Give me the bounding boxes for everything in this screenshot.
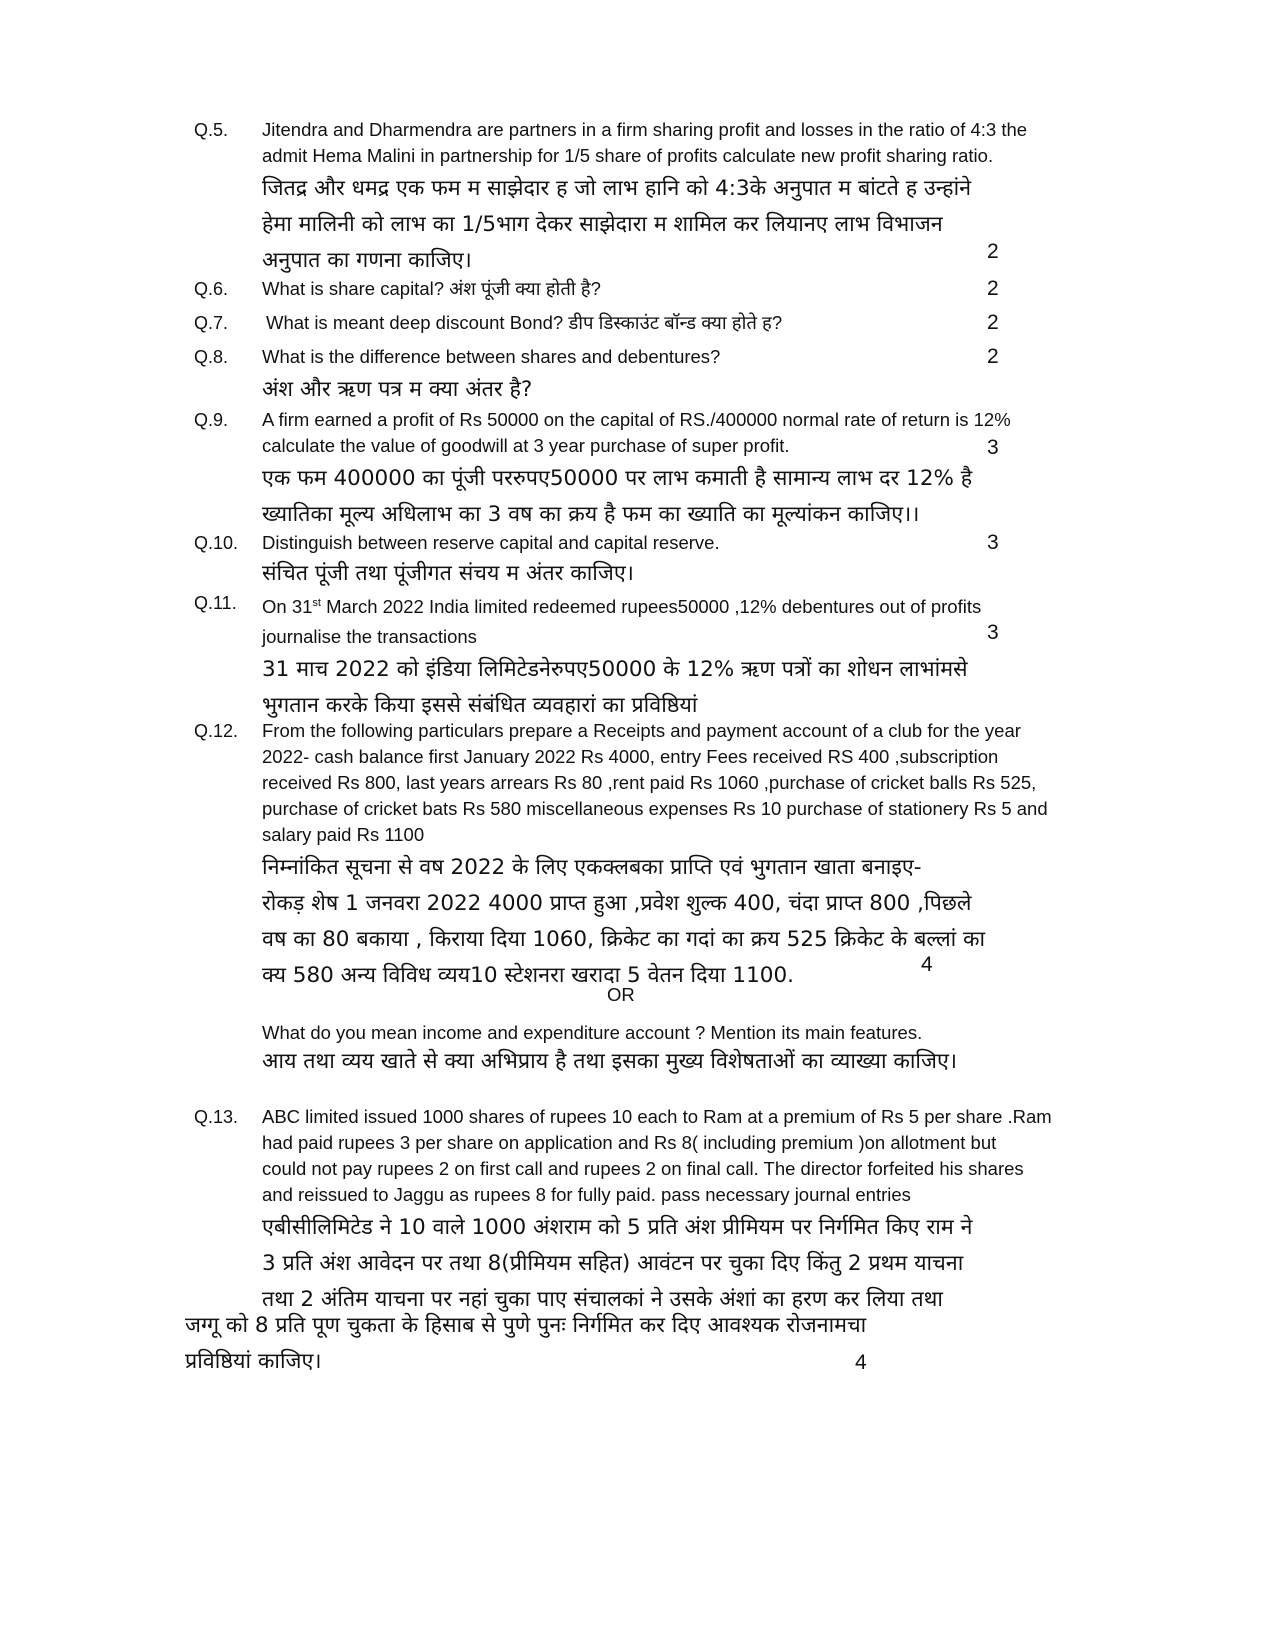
question-number: Q.11. (194, 593, 237, 613)
hindi-text: भुगतान करके किया इससे संबंधित व्यवहारां का प्रविष्ठियां (262, 693, 698, 719)
question-number: Q.9. (194, 410, 229, 430)
english-text: could not pay rupees 2 on first call and rupees 2 on final call. The director forfeited his shares (262, 1158, 1024, 1179)
hindi-text: एबीसीलिमिटेड ने 10 वाले 1000 अंशराम को 5 प्रति अंश प्रीमियम पर निर्गमित किए राम ने (262, 1215, 973, 1240)
hindi-text: 31 माच 2022 को इंडिया लिमिटेडनेरुपए50000 के 12% ऋण पत्रों का शोधन लाभांमसे (262, 657, 968, 683)
hindi-text: रोकड़ शेष 1 जनवरा 2022 4000 प्राप्त हुआ ,प्रवेश शुल्क 400, चंदा प्राप्त 800 ,पिछले (262, 891, 972, 916)
question-number: Q.8. (194, 347, 229, 367)
question-body (262, 1104, 1122, 1318)
question-number: Q.12. (194, 721, 239, 741)
hindi-text: अंश और ऋण पत्र म क्या अंतर है? (262, 377, 533, 402)
english-text: admit Hema Malini in partnership for 1/5 share of profits calculate new profit sharing ratio. (262, 145, 994, 166)
english-text: 2022- cash balance first January 2022 Rs 4000, entry Fees received RS 400 ,subscription (262, 746, 999, 767)
hindi-text: एक फम 400000 का पूंजी पररुपए50000 पर लाभ कमाती है सामान्य लाभ दर 12% है (262, 466, 973, 491)
hindi-text: 3 प्रति अंश आवेदन पर तथा 8(प्रीमियम सहित) आवंटन पर चुका दिए किंतु 2 प्रथम याचना (262, 1251, 964, 1276)
hindi-text: वष का 80 बकाया , किराया दिया 1060, क्रिकेट का गदां का क्रय 525 क्रिकेट के बल्लां का (262, 927, 986, 952)
english-text: had paid rupees 3 per share on application and Rs 8( including premium )on allotment but (262, 1132, 997, 1153)
question-body (262, 530, 1092, 592)
english-text: purchase of cricket bats Rs 580 miscellaneous expenses Rs 10 purchase of stationery Rs 5 and (262, 798, 1048, 819)
marks: 2 (987, 311, 999, 334)
marks: 2 (987, 240, 999, 263)
english-text: calculate the value of goodwill at 3 year purchase of super profit. (262, 435, 790, 456)
hindi-text-continuation: जग्गू को 8 प्रति पूण चुकता के हिसाब से पुणे पुनः निर्गमित कर दिए आवश्यक रोजनामचा (185, 1313, 867, 1338)
question-number: Q.7. (194, 313, 229, 333)
english-text (262, 590, 1092, 620)
alternative-question-english: What do you mean income and expenditure account ? Mention its main features. (262, 1022, 923, 1043)
english-text-part: On 31 (262, 596, 313, 618)
english-text: A firm earned a profit of Rs 50000 on the capital of RS./400000 normal rate of return is 12% (262, 409, 1011, 430)
english-text: received Rs 800, last years arrears Rs 80 ,rent paid Rs 1060 ,purchase of cricket balls Rs 525, (262, 772, 1037, 793)
question-body (262, 590, 1092, 724)
question-body (262, 344, 1092, 408)
bilingual-text: What is share capital? अंश पूंजी क्या होती है? (262, 278, 601, 299)
hindi-text: ख्यातिका मूल्य अधिलाभ का 3 वष का क्रय है फम का ख्याति का मूल्यांकन काजिए।। (262, 502, 920, 527)
question-body (262, 407, 1092, 533)
english-text-part: March 2022 India limited redeemed rupees50000 ,12% debentures out of profits (320, 596, 982, 618)
english-text: Jitendra and Dharmendra are partners in a firm sharing profit and losses in the ratio of 4:3 the (262, 119, 1028, 140)
marks: 3 (987, 436, 999, 459)
superscript: st (312, 597, 321, 609)
question-body (266, 310, 1096, 336)
marks: 4 (921, 953, 933, 976)
hindi-text-continuation: प्रविष्ठियां काजिए। (185, 1349, 322, 1374)
hindi-text: अनुपात का गणना काजिए। (262, 248, 472, 273)
question-number: Q.5. (194, 120, 229, 140)
marks: 3 (987, 531, 999, 554)
question-number: Q.13. (194, 1107, 239, 1127)
bilingual-text: What is meant deep discount Bond? डीप डिस्काउंट बॉन्ड क्या होते ह? (266, 312, 783, 333)
or-separator: OR (607, 984, 635, 1005)
english-text: ABC limited issued 1000 shares of rupees 10 each to Ram at a premium of Rs 5 per share .Ram (262, 1106, 1052, 1127)
english-text: salary paid Rs 1100 (262, 824, 425, 845)
question-body (262, 718, 1092, 994)
alternative-question-hindi: आय तथा व्यय खाते से क्या अभिप्राय है तथा इसका मुख्य विशेषताओं का व्याख्या काजिए। (262, 1049, 957, 1074)
english-text: and reissued to Jaggu as rupees 8 for fully paid. pass necessary journal entries (262, 1184, 911, 1205)
english-text: From the following particulars prepare a Receipts and payment account of a club for the year (262, 720, 1021, 741)
marks: 2 (987, 345, 999, 368)
question-body (262, 276, 1092, 302)
hindi-text: हेमा मालिनी को लाभ का 1/5भाग देकर साझेदारा म शामिल कर लियानए लाभ विभाजन (262, 212, 943, 237)
marks: 2 (987, 277, 999, 300)
marks: 3 (987, 621, 999, 644)
hindi-text: तथा 2 अंतिम याचना पर नहां चुका पाए संचालकां ने उसके अंशां का हरण कर लिया तथा (262, 1287, 943, 1312)
hindi-text: संचित पूंजी तथा पूंजीगत संचय म अंतर काजिए। (262, 561, 634, 586)
question-body (262, 117, 1092, 279)
english-text: What is the difference between shares and debentures? (262, 346, 721, 367)
hindi-text: निम्नांकित सूचना से वष 2022 के लिए एकक्लबका प्राप्ति एवं भुगतान खाता बनाइए- (262, 855, 922, 880)
question-number: Q.6. (194, 279, 229, 299)
english-text: journalise the transactions (262, 626, 477, 648)
question-number: Q.10. (194, 533, 239, 553)
marks: 4 (855, 1351, 867, 1374)
hindi-text: जितद्र और धमद्र एक फम म साझेदार ह जो लाभ हानि को 4:3के अनुपात म बांटते ह उन्हांने (262, 176, 972, 201)
hindi-text: क्य 580 अन्य विविध व्यय10 स्टेशनरा खरादा 5 वेतन दिया 1100. (262, 963, 794, 988)
english-text: Distinguish between reserve capital and capital reserve. (262, 532, 720, 553)
